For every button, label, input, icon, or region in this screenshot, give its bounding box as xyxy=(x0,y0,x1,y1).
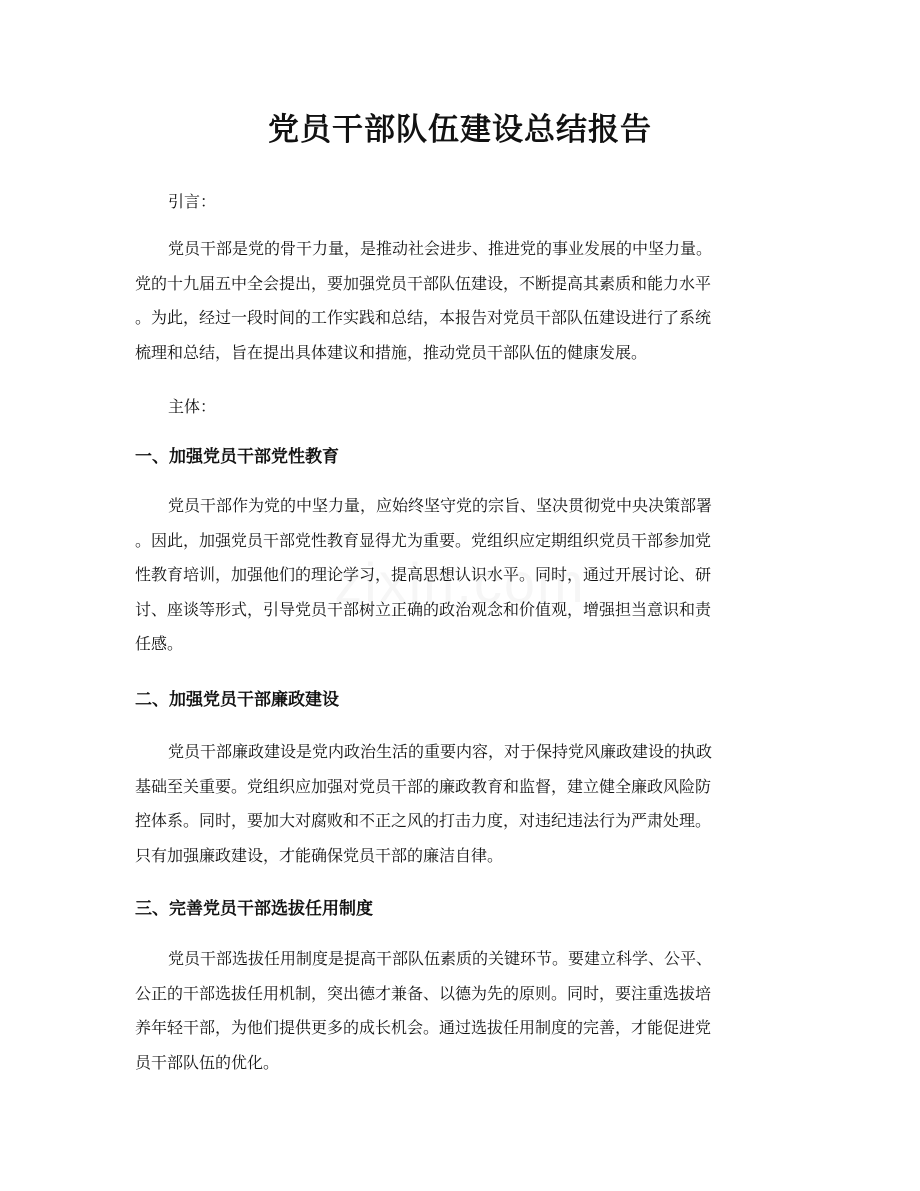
paragraph-line: 梳理和总结，旨在提出具体建议和措施，推动党员干部队伍的健康发展。 xyxy=(135,342,648,362)
paragraph-line: 。为此，经过一段时间的工作实践和总结，本报告对党员干部队伍建设进行了系统 xyxy=(135,308,712,327)
section-paragraph-1 xyxy=(135,489,787,662)
intro-label: 引言： xyxy=(168,192,217,211)
paragraph-line: 只有加强廉政建设，才能确保党员干部的廉洁自律。 xyxy=(135,845,504,865)
section-heading-1: 一、加强党员干部党性教育 xyxy=(135,447,339,467)
section-paragraph-2 xyxy=(135,735,787,873)
document-title: 党员干部队伍建设总结报告 xyxy=(268,112,652,148)
paragraph-line: 党员干部廉政建设是党内政治生活的重要内容，对于保持党风廉政建设的执政 xyxy=(168,742,713,761)
paragraph-line: 党的十九届五中全会提出，要加强党员干部队伍建设，不断提高其素质和能力水平 xyxy=(135,273,712,293)
paragraph-line: 。因此，加强党员干部党性教育显得尤为重要。党组织应定期组织党员干部参加党 xyxy=(135,530,712,550)
section-heading-2: 二、加强党员干部廉政建设 xyxy=(135,690,339,710)
paragraph-line: 讨、座谈等形式，引导党员干部树立正确的政治观念和价值观，增强担当意识和责 xyxy=(135,599,712,619)
body-label: 主体： xyxy=(168,397,217,416)
paragraph-line: 党员干部选拔任用制度是提高干部队伍素质的关键环节。要建立科学、公平、 xyxy=(168,949,713,968)
paragraph-line: 养年轻干部，为他们提供更多的成长机会。通过选拔任用制度的完善，才能促进党 xyxy=(135,1018,712,1037)
paragraph-line: 党员干部是党的骨干力量，是推动社会进步、推进党的事业发展的中坚力量。 xyxy=(168,239,713,258)
paragraph-line: 党员干部作为党的中坚力量，应始终坚守党的宗旨、坚决贯彻党中央决策部署 xyxy=(168,496,713,515)
intro-paragraph xyxy=(135,232,787,370)
paragraph-line: 任感。 xyxy=(135,634,184,653)
section-heading-3: 三、完善党员干部选拔任用制度 xyxy=(135,899,373,919)
paragraph-line: 公正的干部选拔任用机制，突出德才兼备、以德为先的原则。同时，要注重选拔培 xyxy=(135,983,712,1003)
paragraph-line: 基础至关重要。党组织应加强对党员干部的廉政教育和监督，建立健全廉政风险防 xyxy=(135,776,712,796)
paragraph-line: 控体系。同时，要加大对腐败和不正之风的打击力度，对违纪违法行为严肃处理。 xyxy=(135,811,712,830)
paragraph-line: 性教育培训，加强他们的理论学习，提高思想认识水平。同时，通过开展讨论、研 xyxy=(135,565,712,584)
section-paragraph-3 xyxy=(135,942,787,1080)
paragraph-line: 员干部队伍的优化。 xyxy=(135,1052,280,1072)
